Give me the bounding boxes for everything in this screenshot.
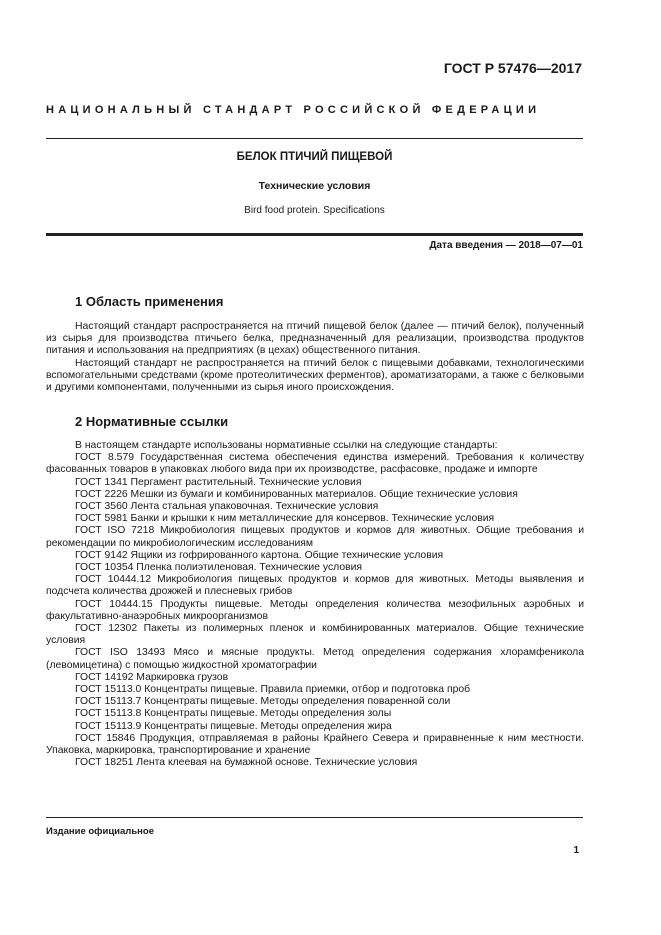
reference-item: ГОСТ 9142 Ящики из гофрированного картона. Общие технические условия [75, 549, 444, 561]
reference-item: ГОСТ 10354 Пленка полиэтиленовая. Технические условия [75, 562, 363, 574]
standard-number: ГОСТ Р 57476—2017 [443, 60, 582, 76]
title-divider [46, 233, 583, 236]
paragraph: Настоящий стандарт не распространяется на птичий белок с пищевыми добавками, технологическими вспомогательными средствами (кроме протеолитических ферментов), ароматизаторами, а также с белковыми и другими компонентами, полученными из сырья иного происхождения. [46, 357, 584, 394]
footer-divider [46, 817, 583, 818]
english-title: Bird food protein. Specifications [244, 205, 385, 216]
reference-item: ГОСТ 1341 Пергамент растительный. Технические условия [75, 476, 362, 488]
reference-item: ГОСТ 15113.7 Концентраты пищевые. Методы определения поваренной соли [75, 696, 451, 708]
section-body-references [46, 440, 584, 769]
reference-item: ГОСТ 3560 Лента стальная упаковочная. Технические условия [75, 501, 379, 513]
reference-item: ГОСТ ISO 13493 Мясо и мясные продукты. Метод определения содержания хлорамфеникола (левомицетина) с помощью жидкостной хроматографии [46, 647, 584, 671]
national-standard-heading: НАЦИОНАЛЬНЫЙ СТАНДАРТ РОССИЙСКОЙ ФЕДЕРАЦИИ [46, 104, 541, 116]
section-heading-scope: 1 Область применения [75, 294, 224, 309]
reference-item: ГОСТ 15113.0 Концентраты пищевые. Правила приемки, отбор и подготовка проб [75, 684, 471, 696]
introduction-date: Дата введения — 2018—07—01 [429, 240, 583, 251]
reference-item: ГОСТ 15846 Продукция, отправляемая в районы Крайнего Севера и приравненные к ним местности. Упаковка, маркировка, транспортирование и хранение [46, 732, 584, 757]
reference-item: ГОСТ 8.579 Государственная система обеспечения единства измерений. Требования к количеству фасованных товаров в упаковках любого вида при их производстве, расфасовке, продаже и импорте [46, 452, 584, 476]
reference-item: ГОСТ 18251 Лента клеевая на бумажной основе. Технические условия [75, 757, 418, 769]
reference-item: ГОСТ ISO 7218 Микробиология пищевых продуктов и кормов для животных. Общие требования и рекомендации по микробиологическим исследованиям [46, 525, 584, 549]
header-divider [46, 138, 583, 139]
page-number: 1 [573, 845, 579, 856]
paragraph: Настоящий стандарт распространяется на птичий пищевой белок (далее — птичий белок), полученный из сырья для производства птичьего белка, предназначенный для реализации, производства продуктов питания и использования на предприятиях (в цехах) общественного питания. [46, 321, 584, 357]
section-body-scope [46, 321, 584, 394]
document-title: БЕЛОК ПТИЧИЙ ПИЩЕВОЙ [236, 151, 393, 163]
section-heading-references: 2 Нормативные ссылки [75, 414, 229, 429]
official-edition-label: Издание официальное [46, 826, 154, 837]
paragraph: В настоящем стандарте использованы нормативные ссылки на следующие стандарты: [75, 440, 498, 451]
reference-item: ГОСТ 14192 Маркировка грузов [75, 671, 229, 683]
reference-item: ГОСТ 15113.9 Концентраты пищевые. Методы определения жира [75, 720, 392, 732]
reference-item: ГОСТ 12302 Пакеты из полимерных пленок и комбинированных материалов. Общие технические условия [46, 623, 584, 647]
reference-item: ГОСТ 5981 Банки и крышки к ним металлические для консервов. Технические условия [75, 513, 495, 525]
reference-item: ГОСТ 10444.15 Продукты пищевые. Методы определения количества мезофильных аэробных и факультативно-анаэробных микроорганизмов [46, 598, 584, 622]
document-subtitle: Технические условия [258, 180, 371, 192]
reference-item: ГОСТ 2226 Мешки из бумаги и комбинированных материалов. Общие технические условия [75, 488, 518, 500]
reference-item: ГОСТ 15113.8 Концентраты пищевые. Методы определения золы [75, 708, 392, 720]
reference-item: ГОСТ 10444.12 Микробиология пищевых продуктов и кормов для животных. Методы выявления и подсчета количества дрожжей и плесневых грибов [46, 574, 584, 598]
